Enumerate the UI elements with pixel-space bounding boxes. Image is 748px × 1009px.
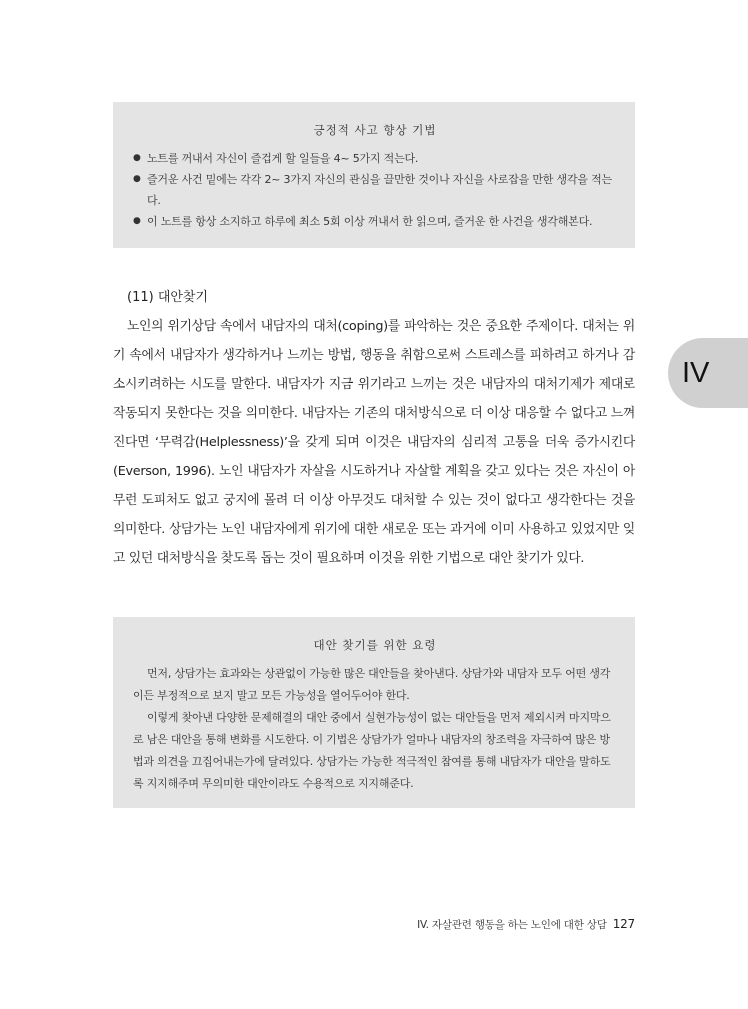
box-paragraph: 먼저, 상담가는 효과와는 상관없이 가능한 많은 대안들을 찾아낸다. 상담가와 내담자 모두 어떤 생각이든 부정적으로 보지 말고 모든 가능성을 열어두어야 한다. [133,667,611,702]
section-heading: (11) 대안찾기 [127,290,209,305]
running-title: IV. 자살관련 행동을 하는 노인에 대한 상담 [417,919,607,931]
list-item: ● 노트를 꺼내서 자신이 즐겁게 할 일들을 4~ 5가지 적는다. [133,148,617,169]
technique-box-positive-thinking [113,102,635,248]
box-paragraph: 이렇게 찾아낸 다양한 문제해결의 대안 중에서 실현가능성이 없는 대안들을 먼저 제외시켜 마지막으로 남은 대안을 통해 변화를 시도한다. 이 기법은 상담가가 얼마나 내담자의 창조력을 자극하여 많은 방법과 의견을 끄집어내는가에 달려있다. 상담가는 가능한 적극적인 참여를 통해 내담자가 대안을 말하도록 지지해주며 무의미한 대안이라도 수용적으로 지지해준다. [133,711,611,790]
list-item: ● 즐거운 사건 밑에는 각각 2~ 3가지 자신의 관심을 끌만한 것이나 자신을 사로잡을 만한 생각을 적는다. [133,169,617,211]
chapter-tab: IV [668,338,748,408]
body-paragraph: 노인의 위기상담 속에서 내담자의 대처(coping)를 파악하는 것은 중요한 주제이다. 대처는 위기 속에서 내담자가 생각하거나 느끼는 방법, 행동을 취함으로써 스트레스를 피하려고 하거나 감소시키려하는 시도를 말한다. 내담자가 지금 위기라고 느끼는 것은 내담자의 대처기제가 제대로 작동되지 못한다는 것을 의미한다. 내담자는 기존의 대처방식으로 더 이상 대응할 수 없다고 느껴진다면 ‘무력감(Helplessness)’을 갖게 되며 이것은 내담자의 심리적 고통을 더욱 증가시킨다(Everson, 1996). 노인 내담자가 자살을 시도하거나 자살할 계획을 갖고 있다는 것은 자신이 아무런 도피처도 없고 궁지에 몰려 더 이상 아무것도 대처할 수 있는 것이 없다고 생각한다는 것을 의미한다. 상담가는 노인 내담자에게 위기에 대한 새로운 또는 과거에 이미 사용하고 있었지만 잊고 있던 대처방식을 찾도록 돕는 것이 필요하며 이것을 위한 기법으로 대안 찾기가 있다. [113,319,635,566]
list-item: ● 이 노트를 항상 소지하고 하루에 최소 5회 이상 꺼내서 한 읽으며, 즐거운 한 사건을 생각해본다. [133,211,617,232]
box-title: 긍정적 사고 향상 기법 [313,123,437,137]
box-title: 대안 찾기를 위한 요령 [313,638,437,652]
page-number: 127 [612,917,635,931]
technique-box-alternatives [113,617,635,808]
page-footer [417,917,635,932]
bullet-list [133,148,617,232]
